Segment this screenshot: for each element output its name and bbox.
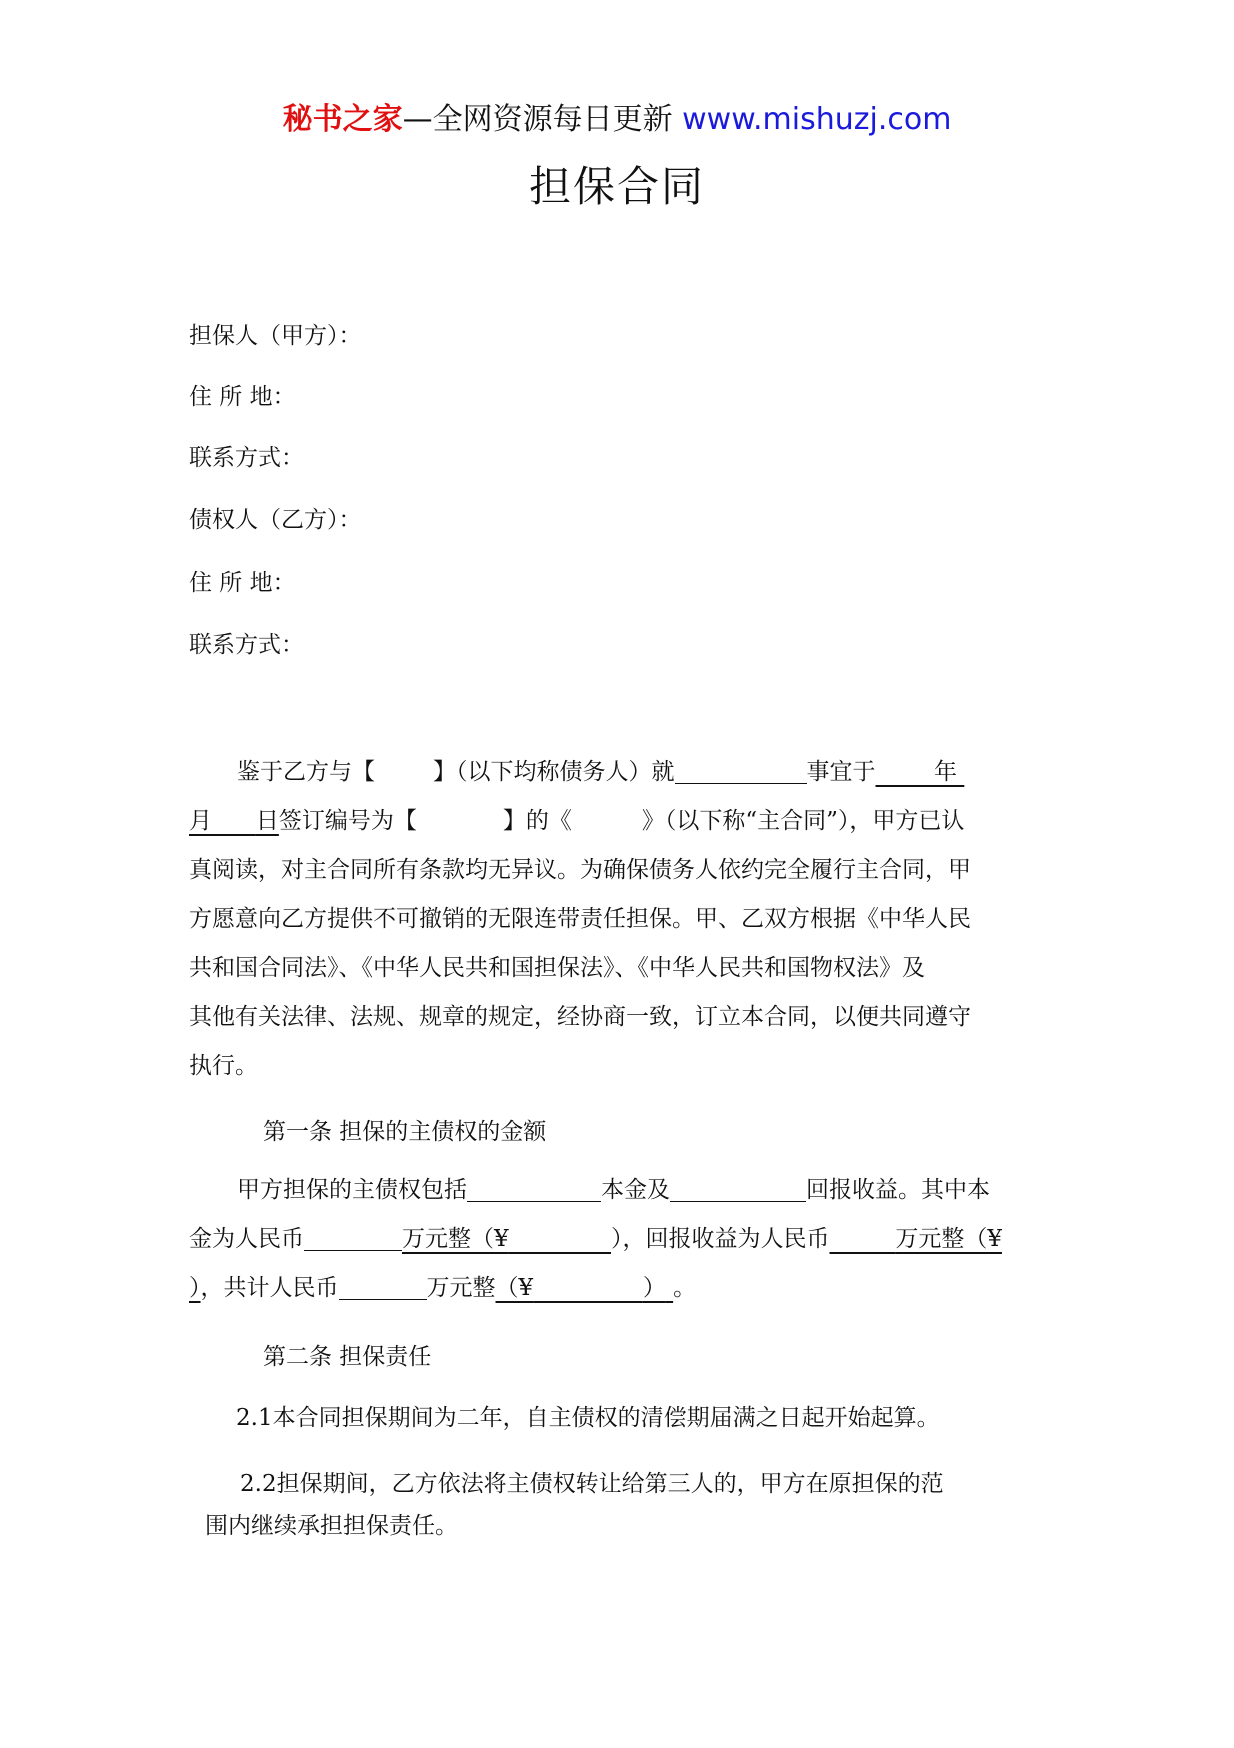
preamble-paragraph (189, 748, 1039, 1091)
day-label: 日 (255, 808, 279, 834)
preamble-line-7: 执行。 (189, 1053, 258, 1079)
clause-2-2-line-2: 围内继续承担担保责任。 (205, 1513, 458, 1539)
fill-blank-total-yen[interactable] (496, 1275, 674, 1301)
article-text: ） (189, 1275, 201, 1301)
article-text: 。 (673, 1275, 697, 1301)
banner-url-link[interactable]: www.mishuzj.com (682, 102, 952, 137)
article-1-paragraph (189, 1166, 1039, 1313)
article-text: 金为人民币 (189, 1226, 304, 1252)
preamble-text: 】的《 (502, 808, 572, 834)
preamble-line-1 (189, 748, 1039, 797)
month-label: 月 (189, 808, 212, 834)
preamble-line-3: 真阅读，对主合同所有条款均无异议。为确保债务人依约完全履行主合同，甲 (189, 857, 971, 883)
preamble-line-6: 其他有关法律、法规、规章的规定，经协商一致，订立本合同，以便共同遵守 (189, 1004, 971, 1030)
article-text: ），回报收益为人民币 (611, 1226, 830, 1252)
article-text: 万元整（¥ (895, 1226, 1002, 1252)
article-text: （¥ (495, 1275, 534, 1301)
article-text: 万元整 (426, 1275, 496, 1301)
preamble-text: 鉴于乙方与【 (237, 759, 375, 785)
fill-blank-total-amount[interactable] (339, 1269, 427, 1300)
fill-blank-principal-amount[interactable] (304, 1220, 402, 1251)
preamble-line-5: 共和国合同法》、《中华人民共和国担保法》、《中华人民共和国物权法》及 (189, 955, 925, 981)
year-label: 年 (934, 759, 957, 785)
fill-blank-principal[interactable] (467, 1171, 601, 1202)
article-text: 回报收益。其中本 (806, 1177, 990, 1203)
fill-blank-return-amount[interactable] (830, 1226, 1002, 1252)
preamble-text: 签订编号为【 (278, 808, 417, 834)
fill-blank-return[interactable] (670, 1171, 806, 1202)
article-1-line-3 (189, 1264, 1039, 1313)
creditor-address-field: 住 所 地： (189, 570, 296, 596)
article-text: 甲方担保的主债权包括 (237, 1177, 467, 1203)
article-1-line-2 (189, 1215, 1039, 1264)
document-title: 担保合同 (528, 162, 705, 211)
creditor-field: 债权人（乙方）： (189, 507, 362, 533)
article-text: ） (642, 1275, 666, 1301)
preamble-line-2 (189, 797, 1039, 846)
article-text: 万元整（¥ (402, 1226, 509, 1252)
site-banner (0, 100, 1234, 140)
fill-blank-month-day[interactable] (189, 808, 279, 834)
fill-blank-year[interactable] (876, 759, 965, 785)
article-text: ，共计人民币 (200, 1275, 339, 1301)
fill-blank-principal-yen[interactable] (402, 1226, 611, 1252)
banner-slogan: —全网资源每日更新 (402, 102, 673, 137)
article-1-line-1 (189, 1166, 1039, 1215)
guarantor-address-field: 住 所 地： (189, 384, 296, 410)
clause-2-1: 2.1本合同担保期间为二年，自主债权的清偿期届满之日起开始起算。 (236, 1405, 940, 1431)
preamble-text: 】（以下均称债务人）就 (433, 759, 675, 785)
preamble-text: 事宜于 (806, 759, 876, 785)
guarantor-field: 担保人（甲方）： (189, 323, 362, 349)
creditor-contact-field: 联系方式： (189, 632, 304, 658)
preamble-text: 》（以下称“主合同”），甲方已认 (641, 808, 965, 834)
banner-brand: 秘书之家 (282, 102, 403, 137)
clause-2-2-line-1: 2.2担保期间，乙方依法将主债权转让给第三人的，甲方在原担保的范 (240, 1471, 944, 1497)
article-2-heading: 第二条 担保责任 (263, 1344, 432, 1370)
article-1-heading: 第一条 担保的主债权的金额 (263, 1119, 547, 1145)
guarantor-contact-field: 联系方式： (189, 445, 304, 471)
fill-blank-matter[interactable] (675, 753, 807, 784)
article-text: 本金及 (601, 1177, 670, 1203)
preamble-line-4: 方愿意向乙方提供不可撤销的无限连带责任担保。甲、乙双方根据《中华人民 (189, 906, 971, 932)
